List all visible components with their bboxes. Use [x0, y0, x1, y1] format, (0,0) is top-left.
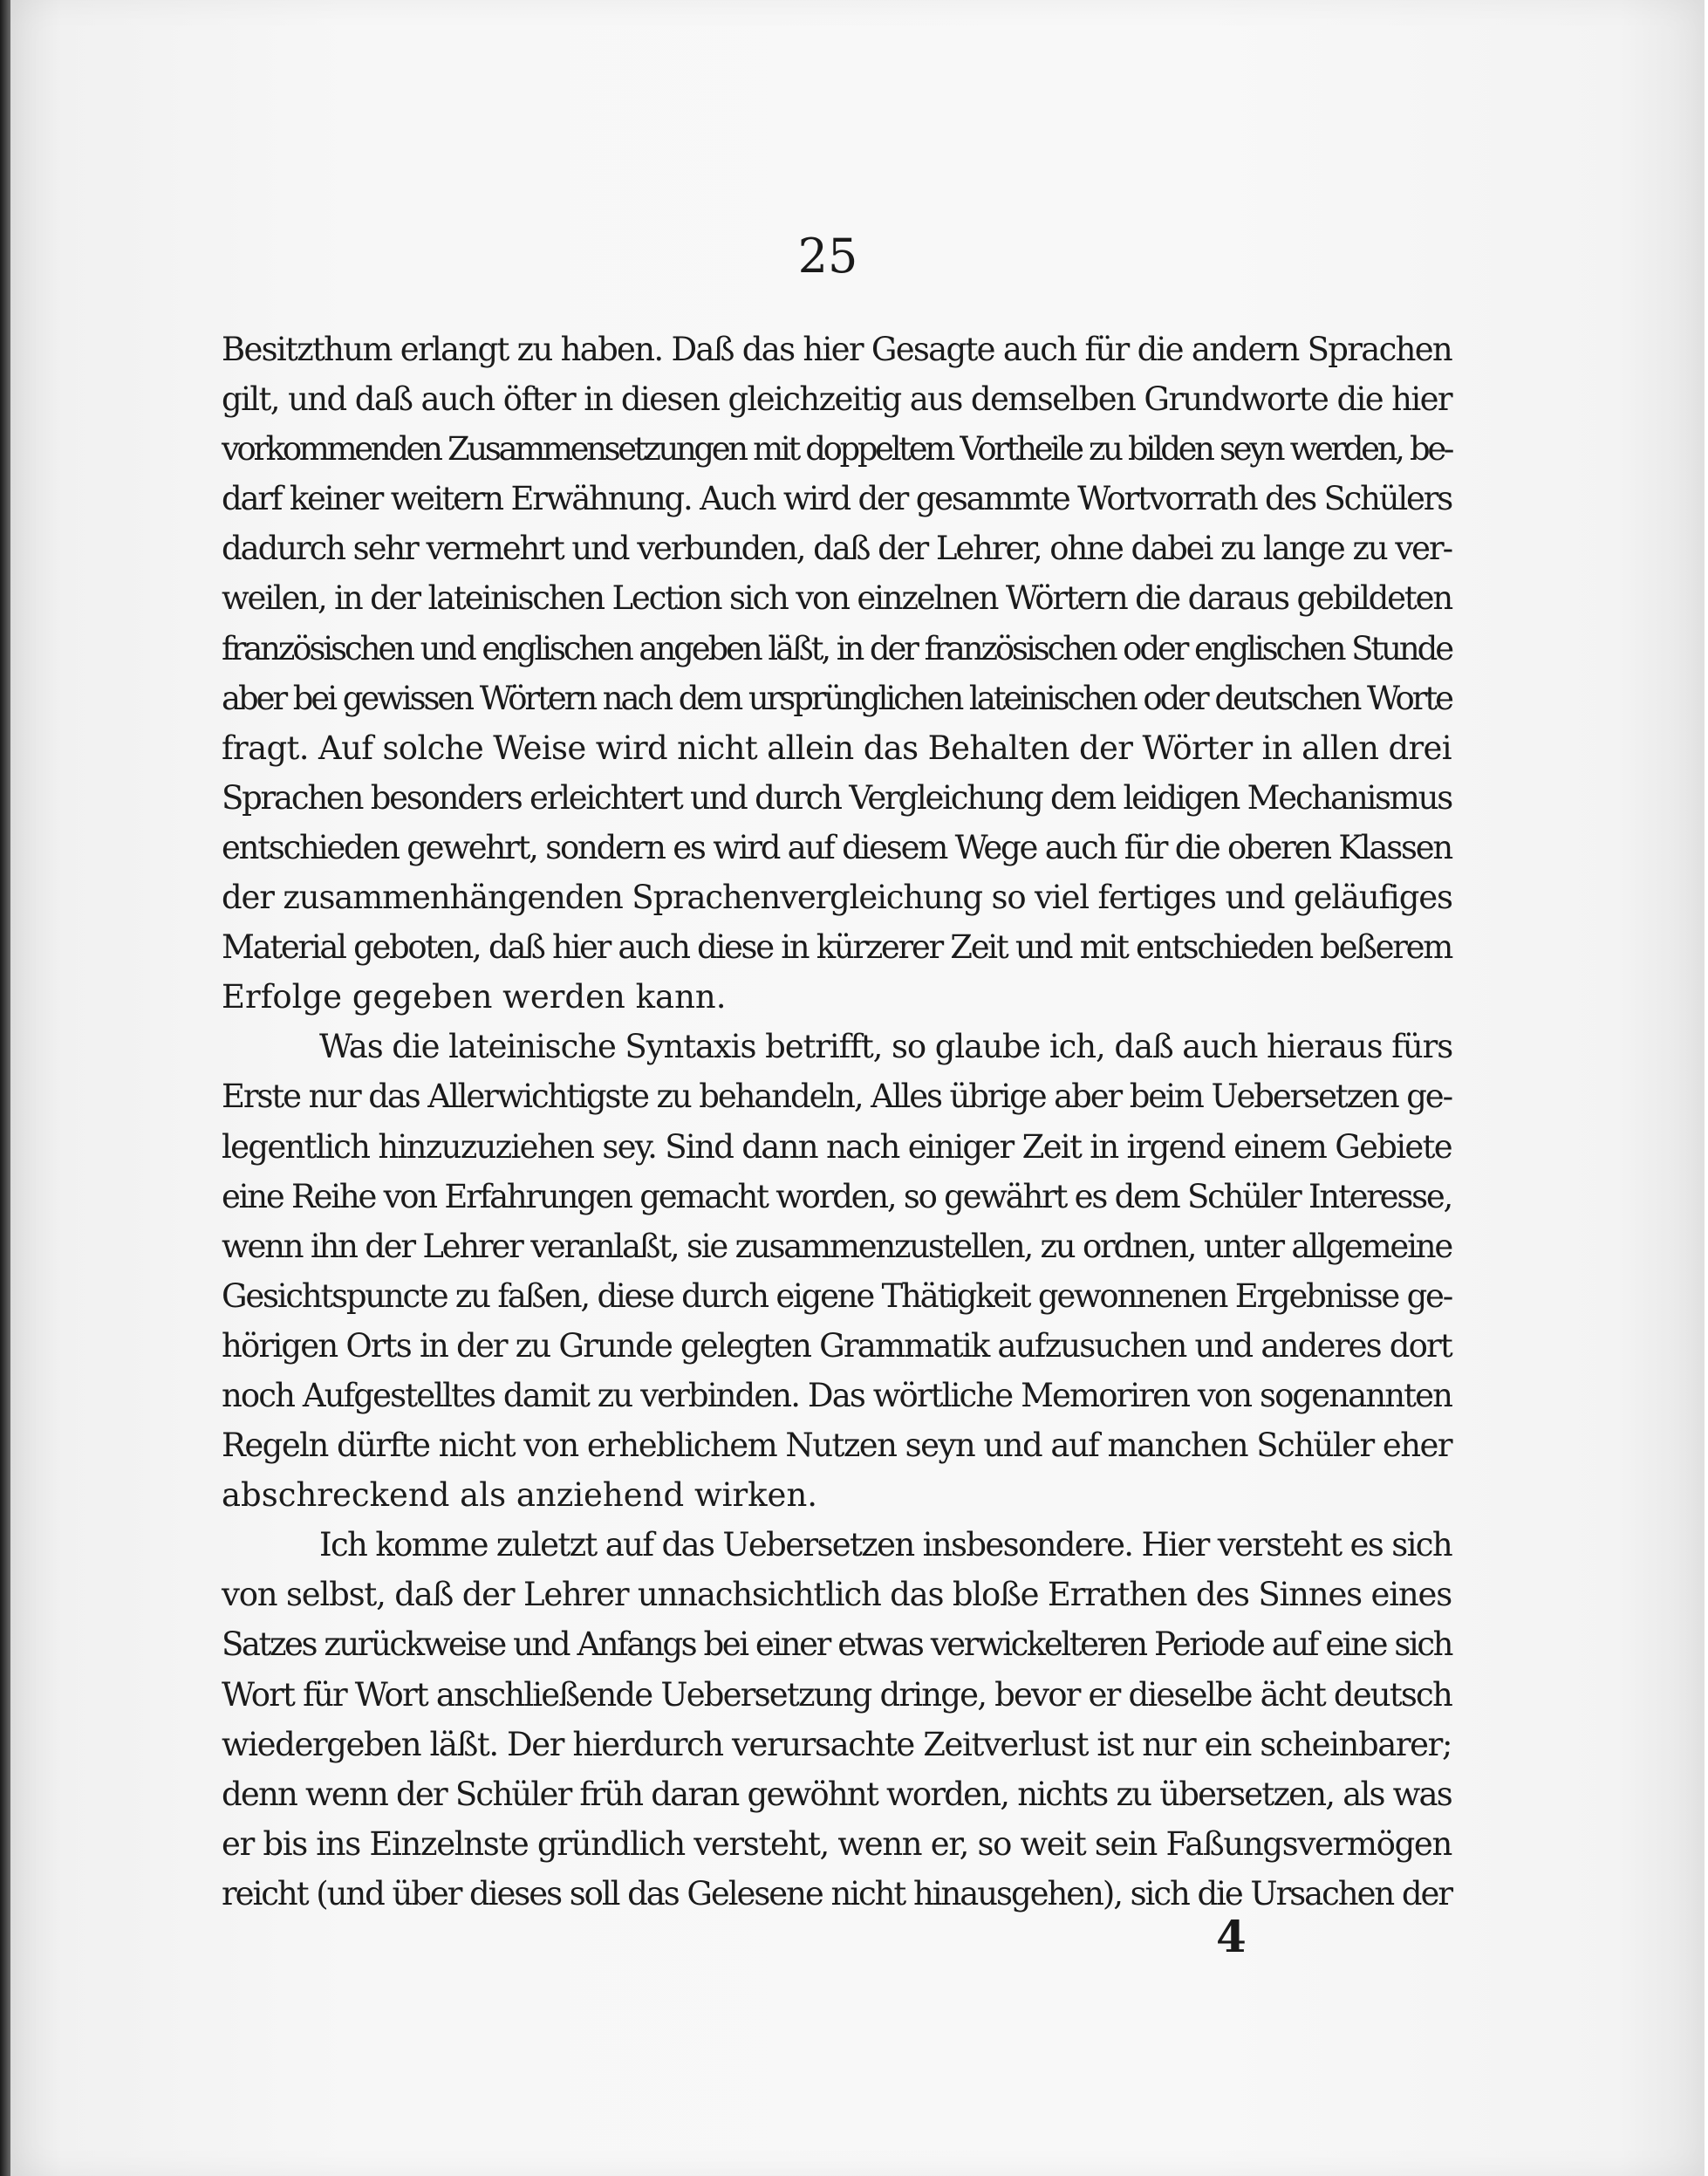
text-line: Was die lateinische Syntaxis betrifft, so glaube ich, daß auch hieraus fürs — [319, 1028, 1453, 1066]
text-line: darf keiner weitern Erwähnung. Auch wird der gesammte Wortvorrath des Schülers — [222, 480, 1452, 518]
text-line: gilt, und daß auch öfter in diesen gleichzeitig aus demselben Grundworte die hier — [222, 380, 1452, 419]
text-line: reicht (und über dieses soll das Gelesene nicht hinausgehen), sich die Ursachen der — [222, 1874, 1452, 1913]
book-spine-edge — [0, 0, 10, 2176]
text-line: eine Reihe von Erfahrungen gemacht worden, so gewährt es dem Schüler Interesse, — [222, 1177, 1452, 1215]
text-line: fragt. Auf solche Weise wird nicht allein das Behalten der Wörter in allen drei — [222, 729, 1452, 767]
text-line: Regeln dürfte nicht von erheblichem Nutzen seyn und auf manchen Schüler eher — [222, 1427, 1452, 1465]
text-line: Sprachen besonders erleichtert und durch Vergleichung dem leidigen Mechanismus — [222, 778, 1452, 817]
text-line: der zusammenhängenden Sprachenvergleichung so viel fertiges und geläufiges — [222, 879, 1452, 917]
text-line: legentlich hinzuzuziehen sey. Sind dann nach einiger Zeit in irgend einem Gebiete — [222, 1127, 1452, 1166]
body-text — [222, 325, 1452, 1919]
text-line: französischen und englischen angeben läßt, in der französischen oder englischen Stunde — [222, 629, 1452, 667]
text-line: denn wenn der Schüler früh daran gewöhnt worden, nichts zu übersetzen, als was — [222, 1775, 1452, 1813]
text-line: wiedergeben läßt. Der hierdurch verursachte Zeitverlust ist nur ein scheinbarer; — [222, 1725, 1452, 1763]
text-line: er bis ins Einzelnste gründlich versteht, wenn er, so weit sein Faßungsvermögen — [222, 1824, 1452, 1863]
text-line: Gesichtspuncte zu faßen, diese durch eigene Thätigkeit gewonnenen Ergebnisse ge- — [222, 1276, 1452, 1315]
text-line: hörigen Orts in der zu Grunde gelegten Grammatik aufzusuchen und anderes dort — [222, 1326, 1452, 1365]
text-line: noch Aufgestelltes damit zu verbinden. Das wörtliche Memoriren von sogenannten — [222, 1376, 1452, 1414]
text-line: dadurch sehr vermehrt und verbunden, daß der Lehrer, ohne dabei zu lange zu ver- — [222, 530, 1452, 568]
text-line: Satzes zurückweise und Anfangs bei einer etwas verwickelteren Periode auf eine sich — [222, 1625, 1452, 1664]
text-line: abschreckend als anziehend wirken. — [222, 1476, 818, 1515]
text-line: aber bei gewissen Wörtern nach dem ursprünglichen lateinischen oder deutschen Worte — [222, 679, 1452, 717]
text-line: weilen, in der lateinischen Lection sich von einzelnen Wörtern die daraus gebildeten — [222, 579, 1452, 618]
page-number: 25 — [797, 229, 858, 284]
text-line: vorkommenden Zusammensetzungen mit doppeltem Vortheile zu bilden seyn werden, be- — [222, 430, 1452, 469]
text-line: wenn ihn der Lehrer veranlaßt, sie zusammenzustellen, zu ordnen, unter allgemeine — [222, 1227, 1452, 1265]
text-line: Erste nur das Allerwichtigste zu behandeln, Alles übrige aber beim Uebersetzen ge- — [222, 1078, 1452, 1116]
text-line: entschieden gewehrt, sondern es wird auf diesem Wege auch für die oberen Klassen — [222, 828, 1452, 866]
text-line: Wort für Wort anschließende Uebersetzung dringe, bevor er dieselbe ächt deutsch — [222, 1675, 1452, 1714]
text-line: Erfolge gegeben werden kann. — [222, 978, 727, 1016]
signature-mark: 4 — [1216, 1911, 1247, 1962]
text-line: von selbst, daß der Lehrer unnachsichtlich das bloße Errathen des Sinnes eines — [222, 1576, 1452, 1614]
text-line: Ich komme zuletzt auf das Uebersetzen insbesondere. Hier versteht es sich — [319, 1526, 1452, 1564]
book-page — [10, 0, 1705, 2176]
text-line: Material geboten, daß hier auch diese in kürzerer Zeit und mit entschieden beßerem — [222, 928, 1452, 967]
text-line: Besitzthum erlangt zu haben. Daß das hier Gesagte auch für die andern Sprachen — [222, 331, 1452, 368]
